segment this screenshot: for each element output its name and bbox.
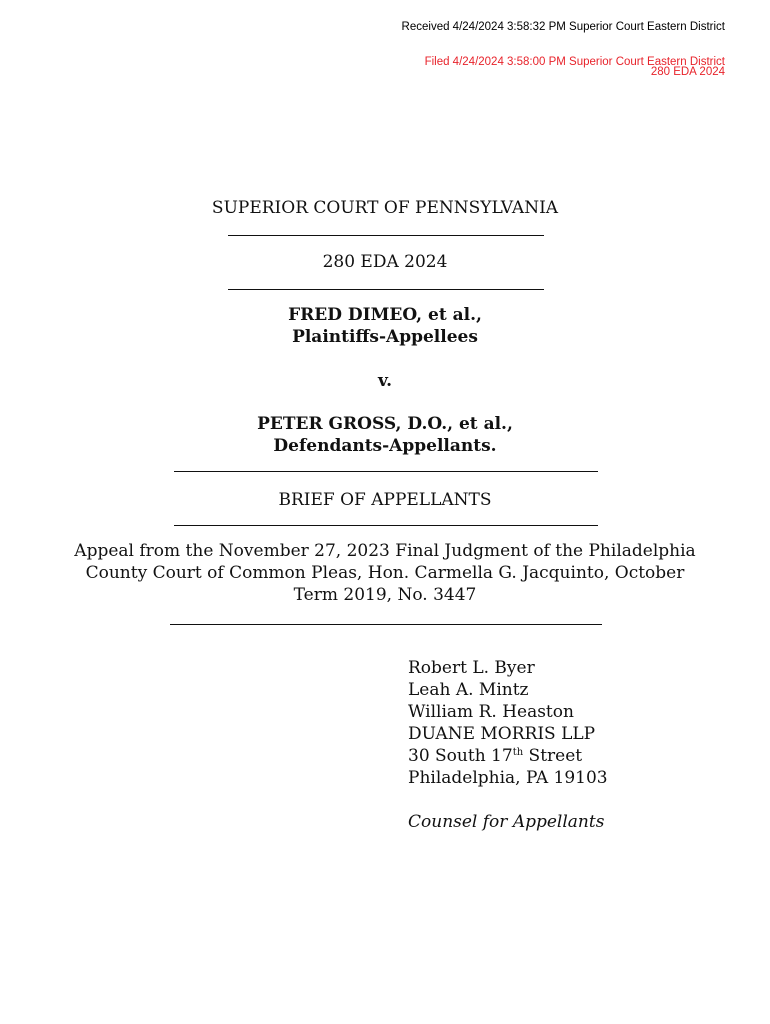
counsel-name: William R. Heaston xyxy=(408,702,574,722)
defendant-name: PETER GROSS, D.O., et al., xyxy=(257,414,513,434)
filed-stamp-docket: 280 EDA 2024 xyxy=(650,66,725,78)
street-ordinal: th xyxy=(512,747,524,758)
divider xyxy=(174,525,598,526)
counsel-name: Robert L. Byer xyxy=(408,658,535,678)
city-state-zip: Philadelphia, PA 19103 xyxy=(408,768,608,788)
appeal-statement xyxy=(60,540,710,606)
divider xyxy=(228,235,544,236)
street-number: 30 South 17 xyxy=(408,746,513,766)
court-name: SUPERIOR COURT OF PENNSYLVANIA xyxy=(211,198,559,218)
counsel-role: Counsel for Appellants xyxy=(408,812,605,832)
versus: v. xyxy=(377,371,393,391)
appeal-line: Term 2019, No. 3447 xyxy=(293,585,477,605)
counsel-name: Leah A. Mintz xyxy=(408,680,529,700)
law-firm: DUANE MORRIS LLP xyxy=(408,724,596,744)
plaintiff-name: FRED DIMEO, et al., xyxy=(288,305,482,325)
counsel-block xyxy=(408,657,608,833)
document-title: BRIEF OF APPELLANTS xyxy=(278,490,492,510)
appeal-line: Appeal from the November 27, 2023 Final Judgment of the Philadelphia xyxy=(74,541,696,561)
divider xyxy=(170,624,602,625)
appeal-line: County Court of Common Pleas, Hon. Carmella G. Jacquinto, October xyxy=(85,563,685,583)
divider xyxy=(228,289,544,290)
street-name: Street xyxy=(523,746,583,766)
filed-stamp-line: Filed 4/24/2024 3:58:00 PM Superior Court Eastern District xyxy=(424,56,725,68)
plaintiff-role: Plaintiffs-Appellees xyxy=(292,327,478,347)
defendant-role: Defendants-Appellants. xyxy=(273,436,497,456)
docket-number: 280 EDA 2024 xyxy=(322,252,448,272)
received-stamp: Received 4/24/2024 3:58:32 PM Superior Court Eastern District xyxy=(401,21,725,33)
divider xyxy=(174,471,598,472)
street-address xyxy=(408,745,608,767)
filed-stamp xyxy=(425,57,725,77)
